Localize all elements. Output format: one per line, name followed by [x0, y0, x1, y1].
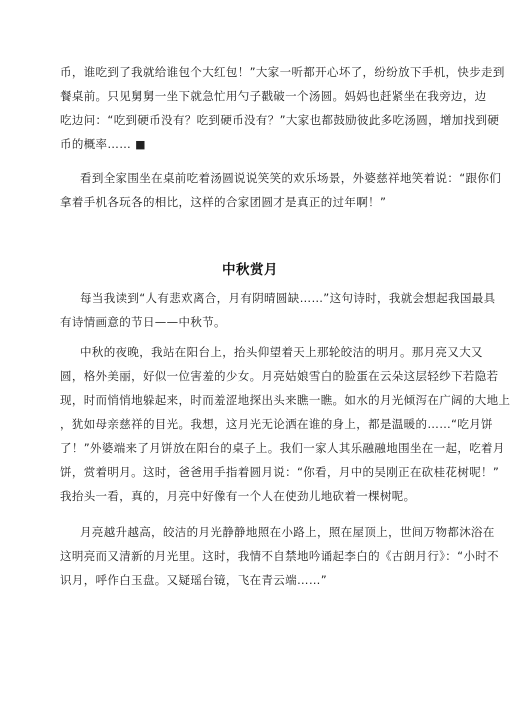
text-line: 我抬头一看，真的，月亮中好像有一个人在使劲儿地砍着一棵树呢。 [60, 489, 416, 503]
text-line: 圆，格外美丽，好似一位害羞的少女。月亮姑娘雪白的脸蛋在云朵这层轻纱下若隐若 [60, 369, 499, 383]
text-line: 拿着手机各玩各的相比，这样的合家团圆才是真正的过年啊！” [60, 195, 387, 209]
paragraph-5 [60, 520, 500, 592]
text-line: 这明亮而又清新的月光里。这时，我情不自禁地吟诵起李白的《古朗月行》：“小时不 [60, 549, 500, 563]
text-line: 有诗情画意的节日——中秋节。 [60, 315, 226, 329]
paragraph-1 [60, 60, 505, 156]
text-line: ，犹如母亲慈祥的目光。我想，这月光无论洒在谁的身上，都是温暖的……“吃月饼 [60, 417, 493, 431]
section-title: 中秋赏月 [222, 262, 278, 278]
text-line: 吃边问：“吃到硬币没有？吃到硬币没有？”大家也都鼓励彼此多吃汤圆，增加找到硬 [60, 113, 500, 127]
text-line: 餐桌前。只见舅舅一坐下就急忙用勺子戳破一个汤圆。妈妈也赶紧坐在我旁边，边 [60, 89, 487, 103]
text-line-last [60, 132, 444, 156]
paragraph-4 [60, 340, 510, 508]
text-line: 现，时而悄悄地躲起来，时而羞涩地探出头来瞧一瞧。如水的月光倾泻在广阔的大地上 [60, 393, 510, 407]
text-line: 每当我读到“人有悲欢离合，月有阴晴圆缺……”这句诗时，我就会想起我国最具 [80, 291, 496, 305]
paragraph-2 [60, 166, 502, 214]
text-line: 中秋的夜晚，我站在阳台上，抬头仰望着天上那轮皎洁的明月。那月亮又大又 [80, 345, 483, 359]
text-line-content: 币的概率…… [60, 137, 132, 151]
text-line: 了！”外婆端来了月饼放在阳台的桌子上。我们一家人其乐融融地围坐在一起，吃着月 [60, 441, 505, 455]
text-line: 月亮越升越高，皎洁的月光静静地照在小路上，照在屋顶上，世间万物都沐浴在 [80, 525, 495, 539]
text-line: 币，谁吃到了我就给谁包个大红包！”大家一听都开心坏了，纷纷放下手机，快步走到 [60, 65, 505, 79]
text-line: 看到全家围坐在桌前吃着汤圆说说笑笑的欢乐场景，外婆慈祥地笑着说：“跟你们 [80, 171, 502, 185]
end-mark-icon: ■ [135, 138, 146, 151]
text-line: 识月，呼作白玉盘。又疑瑶台镜，飞在青云端……” [60, 573, 328, 587]
paragraph-3 [60, 286, 496, 334]
text-line: 饼，赏着明月。这时，爸爸用手指着圆月说：“你看，月中的吴刚正在砍桂花树呢！” [60, 465, 500, 479]
